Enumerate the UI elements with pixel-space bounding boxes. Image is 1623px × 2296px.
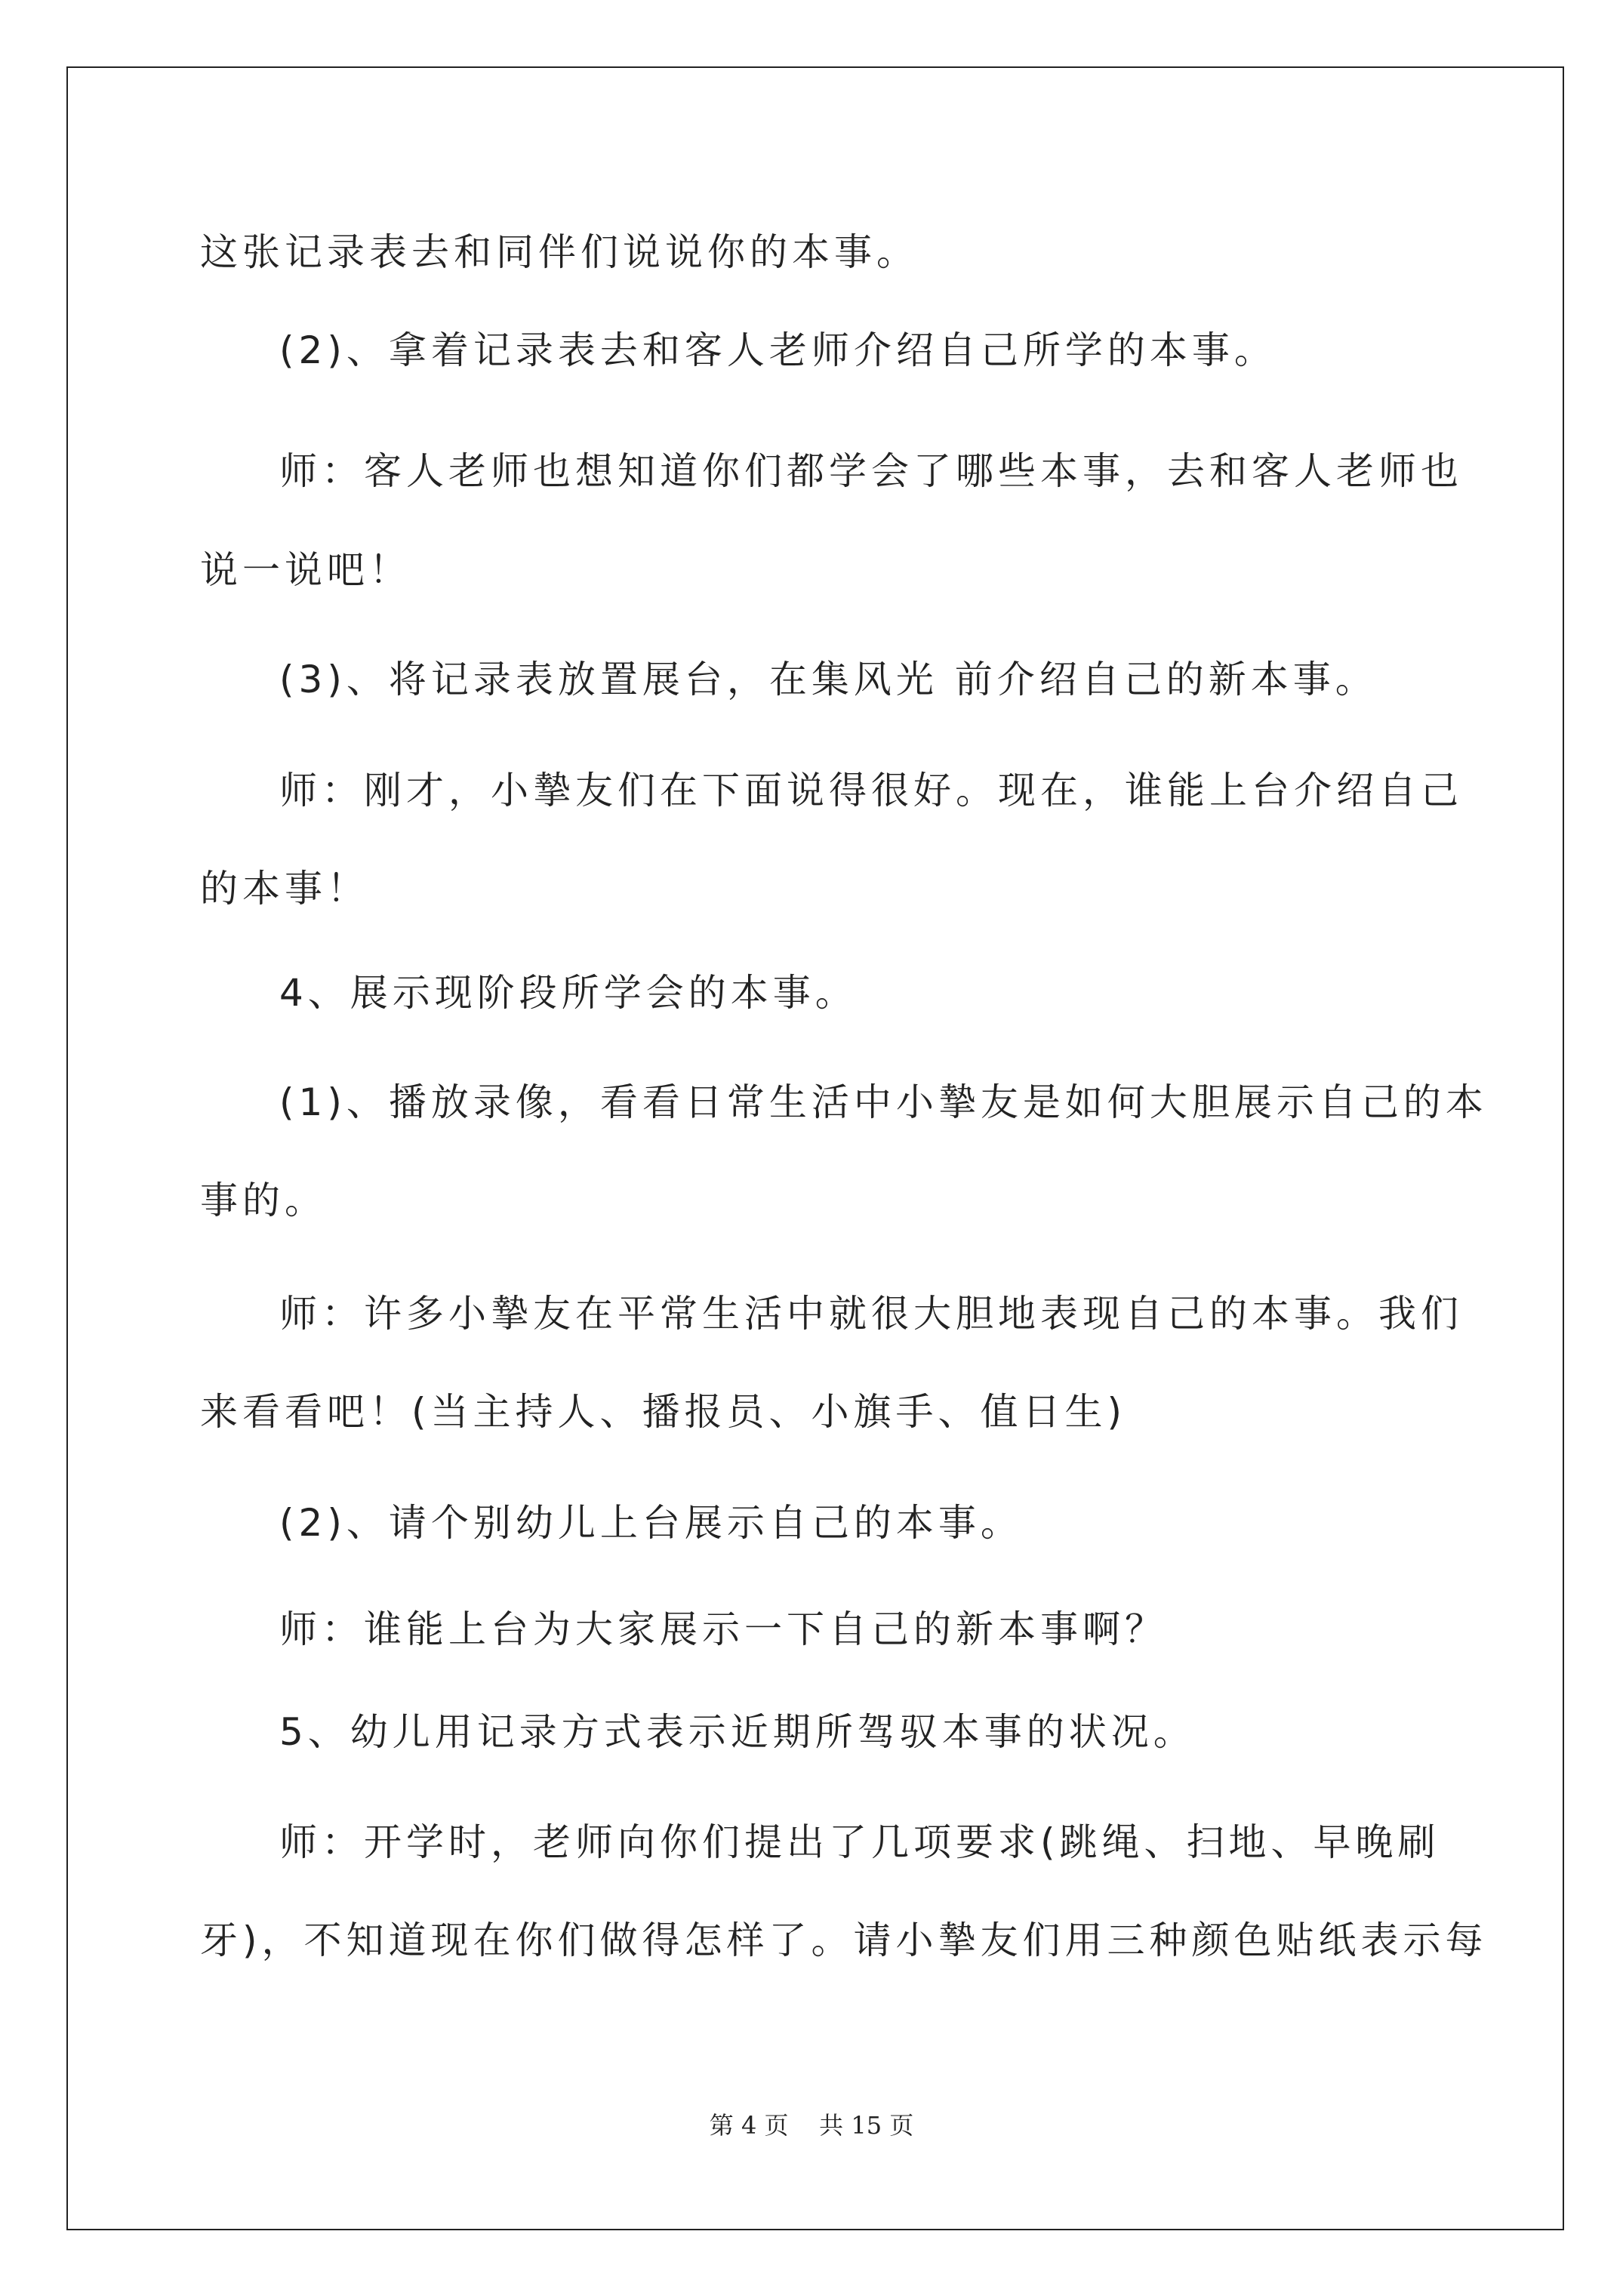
body-line: 师：客人老师也想知道你们都学会了哪些本事，去和客人老师也: [279, 449, 1463, 493]
body-line: 师：谁能上台为大家展示一下自己的新本事啊？: [279, 1607, 1167, 1651]
body-line: (3)、将记录表放置展台，在集风光 前介绍自己的新本事。: [279, 658, 1378, 701]
page-number-footer: 第 4 页 共 15 页: [709, 2111, 914, 2140]
page-border: [66, 66, 1564, 2230]
body-line: 说一说吧！: [200, 548, 411, 592]
body-line: 这张记录表去和同伴们说说你的本事。: [200, 230, 919, 274]
body-line: 的本事！: [200, 867, 369, 911]
body-line: 5、幼儿用记录方式表示近期所驾驭本事的状况。: [279, 1710, 1196, 1754]
body-line: 4、展示现阶段所学会的本事。: [279, 971, 858, 1015]
body-line: (2)、拿着记录表去和客人老师介绍自己所学的本事。: [279, 328, 1277, 372]
body-line: 来看看吧！(当主持人、播报员、小旗手、值日生): [200, 1390, 1127, 1434]
body-line: 师：许多小摯友在平常生活中就很大胆地表现自己的本事。我们: [279, 1292, 1463, 1336]
body-line: 师：开学时，老师向你们提出了几项要求(跳绳、扫地、早晚刷: [279, 1820, 1440, 1864]
body-line: 牙)，不知道现在你们做得怎样了。请小摯友们用三种颜色贴纸表示每: [200, 1918, 1488, 1962]
body-line: (1)、播放录像，看看日常生活中小摯友是如何大胆展示自己的本: [279, 1080, 1488, 1124]
body-line: (2)、请个别幼儿上台展示自己的本事。: [279, 1501, 1023, 1545]
body-line: 师：刚才，小摯友们在下面说得很好。现在，谁能上台介绍自己: [279, 769, 1463, 812]
body-line: 事的。: [200, 1179, 327, 1222]
